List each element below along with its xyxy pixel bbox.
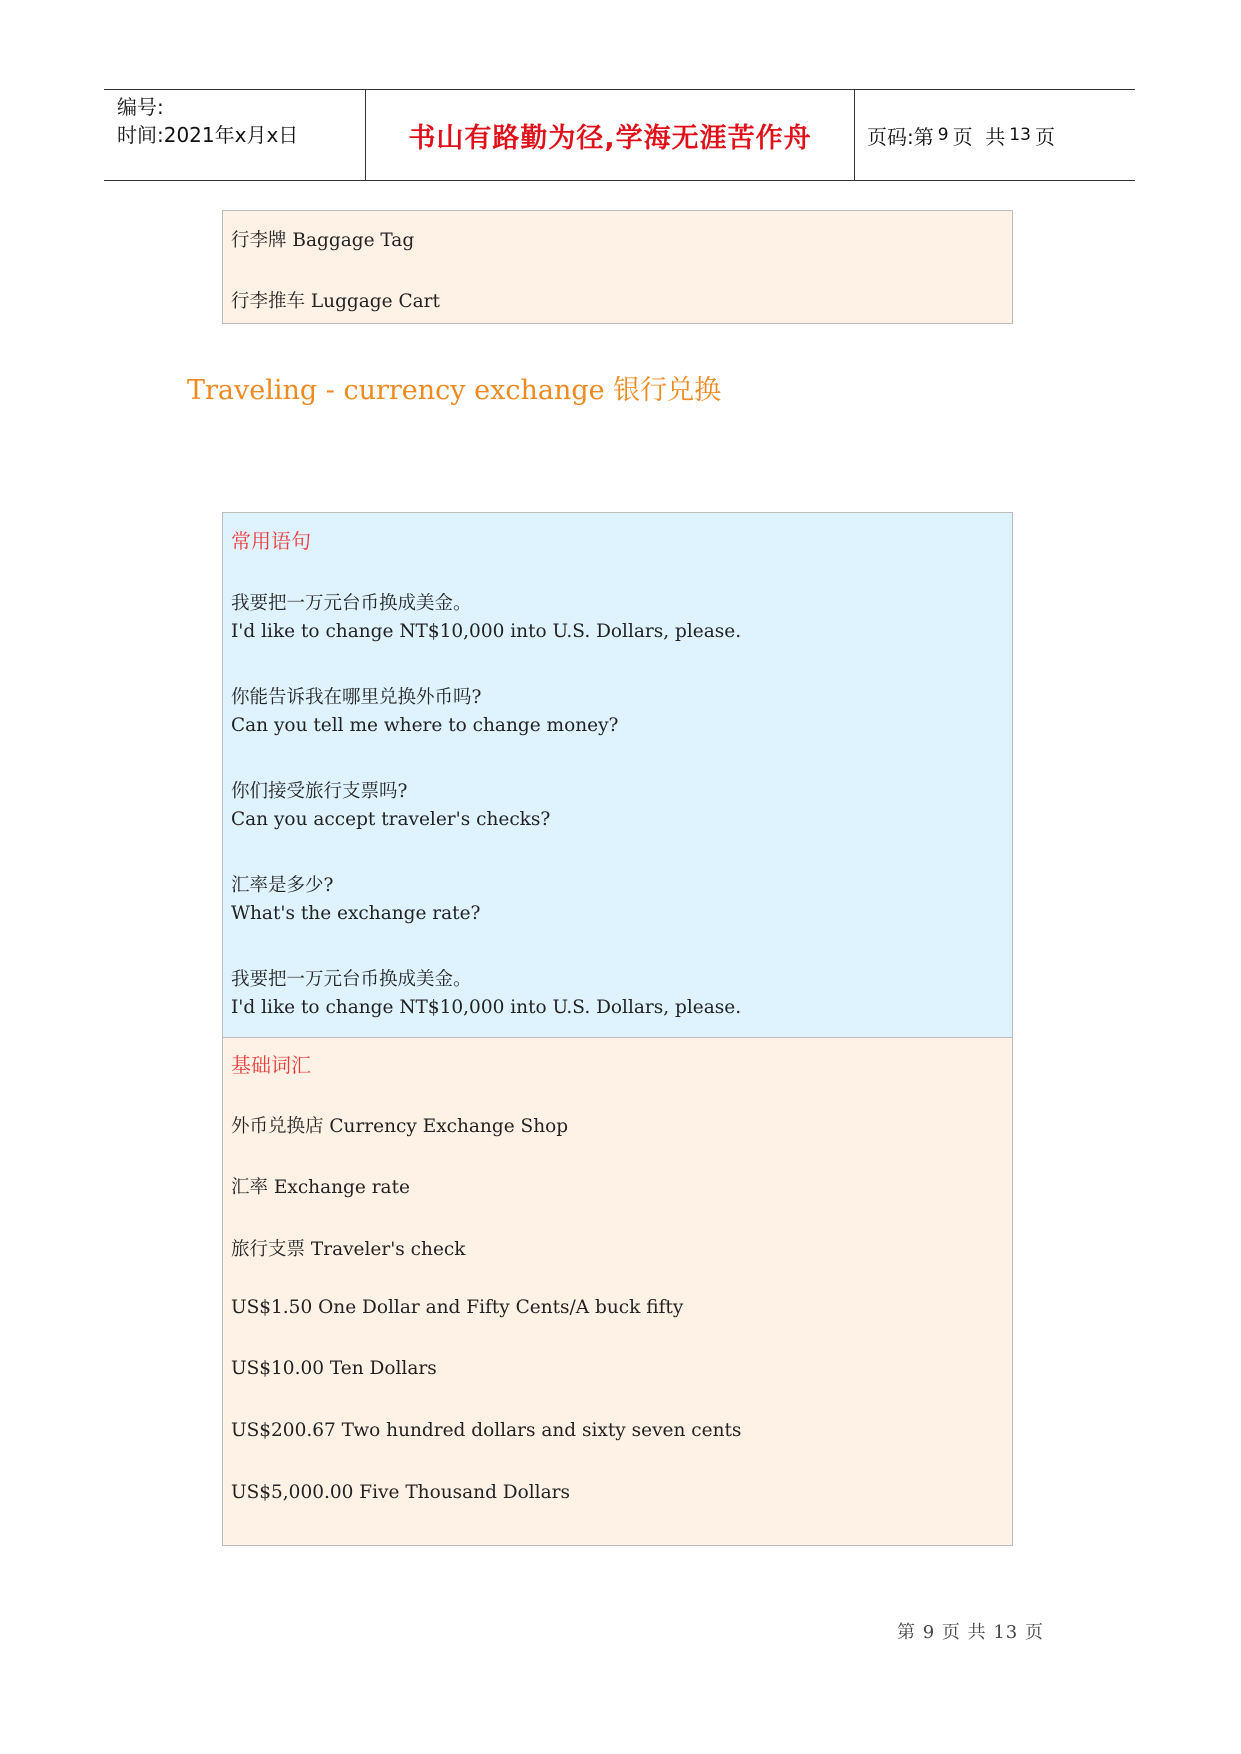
vocab-item: 旅行支票 Traveler's check (231, 1239, 466, 1260)
phrase-en: I'd like to change NT$10,000 into U.S. Dollars, please. (231, 621, 742, 642)
page-current: 9 (937, 125, 949, 145)
phrase-zh: 汇率是多少? (231, 875, 334, 896)
phrase-en: Can you accept traveler's checks? (231, 809, 551, 830)
vocab-item: 汇率 Exchange rate (231, 1177, 410, 1198)
vocab-item: 行李推车 Luggage Cart (231, 291, 440, 312)
vocab-item: US$200.67 Two hundred dollars and sixty seven cents (231, 1420, 742, 1441)
header-motto-cell (366, 90, 855, 180)
phrases-heading: 常用语句 (231, 529, 311, 553)
phrase-zh: 你能告诉我在哪里兑换外币吗? (231, 687, 482, 708)
baggage-vocab-box (222, 210, 1013, 324)
phrase-zh: 我要把一万元台币换成美金。 (231, 593, 472, 614)
vocabulary-box (222, 1037, 1013, 1546)
time-label: 时间:2021年x月x日 (117, 123, 299, 147)
header-page-cell (855, 90, 1135, 180)
vocab-item: 行李牌 Baggage Tag (231, 230, 415, 251)
page-header (104, 89, 1135, 181)
phrase-en: What's the exchange rate? (231, 903, 481, 924)
vocab-item: 外币兑换店 Currency Exchange Shop (231, 1116, 569, 1137)
vocab-item: US$1.50 One Dollar and Fifty Cents/A buck fifty (231, 1297, 684, 1318)
header-meta-cell (104, 90, 366, 180)
phrase-zh: 你们接受旅行支票吗? (231, 781, 408, 802)
vocab-item: US$5,000.00 Five Thousand Dollars (231, 1482, 570, 1503)
section-title: Traveling - currency exchange 银行兑换 (187, 375, 722, 406)
vocabulary-heading: 基础词汇 (231, 1053, 311, 1077)
motto-text: 书山有路勤为径,学海无涯苦作舟 (408, 122, 812, 154)
page-prefix: 页码:第 (867, 124, 934, 149)
phrase-en: Can you tell me where to change money? (231, 715, 619, 736)
serial-label: 编号: (117, 95, 164, 119)
page-suffix: 页 (1034, 124, 1055, 149)
page-footer: 第 9 页 共 13 页 (897, 1622, 1044, 1643)
page-total: 13 (1009, 125, 1031, 145)
phrase-en: I'd like to change NT$10,000 into U.S. Dollars, please. (231, 997, 742, 1018)
phrase-zh: 我要把一万元台币换成美金。 (231, 969, 472, 990)
phrases-box (222, 512, 1013, 1039)
vocab-item: US$10.00 Ten Dollars (231, 1358, 437, 1379)
page-mid: 页 共 (952, 124, 1006, 149)
